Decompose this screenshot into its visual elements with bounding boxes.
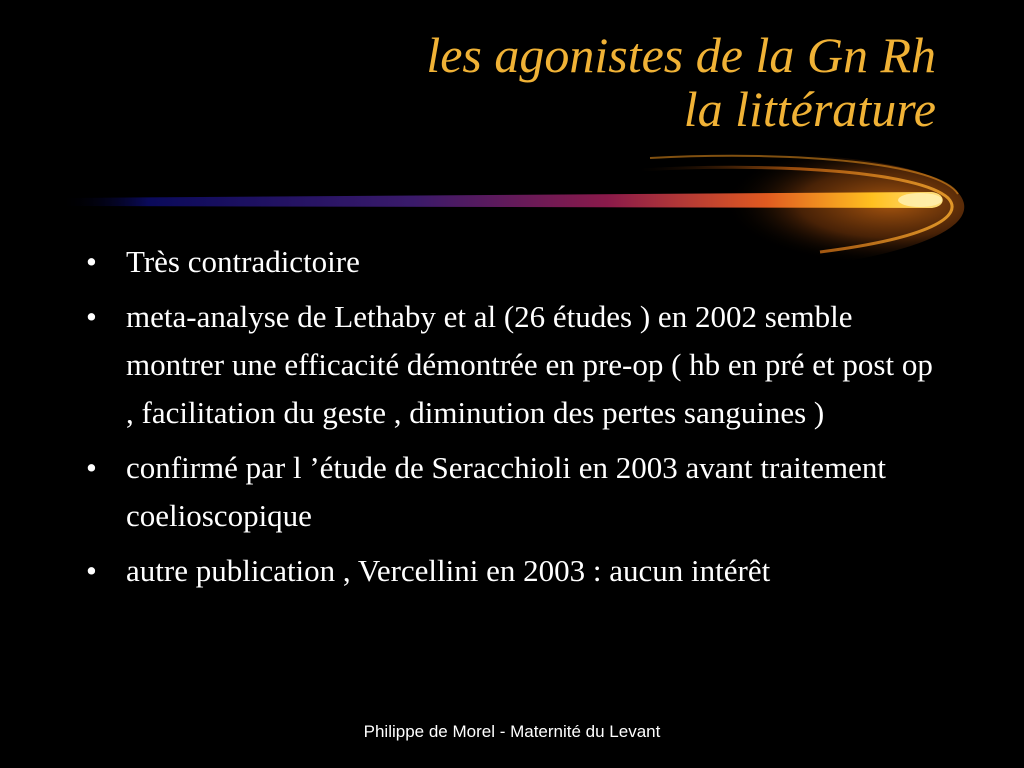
bullet-item	[86, 444, 946, 540]
bullet-dot-icon: •	[86, 553, 97, 588]
footer-credit: Philippe de Morel - Maternité du Levant	[363, 722, 661, 741]
bullet-text: confirmé par l ’étude de Seracchioli en 2003 avant traitement coelioscopique	[126, 450, 887, 533]
bullet-text: meta-analyse de Lethaby et al (26 études ) en 2002 semble montrer une efficacité démontrée en pre-op ( hb en pré et post op , facilitation du geste , diminution des pertes sanguines )	[126, 299, 933, 430]
title-line-2: la littérature	[683, 81, 936, 137]
bullet-dot-icon: •	[86, 244, 97, 279]
bullet-text: Très contradictoire	[126, 244, 360, 279]
bullet-item	[86, 238, 946, 286]
bullet-dot-icon: •	[86, 299, 97, 334]
bullet-dot-icon: •	[86, 450, 97, 485]
title-line-1: les agonistes de la Gn Rh	[426, 27, 936, 83]
bullet-text: autre publication , Vercellini en 2003 : aucun intérêt	[126, 553, 771, 588]
bullet-item	[86, 547, 946, 595]
slide-title	[426, 28, 936, 136]
bullet-list	[86, 238, 946, 602]
bullet-item	[86, 293, 946, 437]
